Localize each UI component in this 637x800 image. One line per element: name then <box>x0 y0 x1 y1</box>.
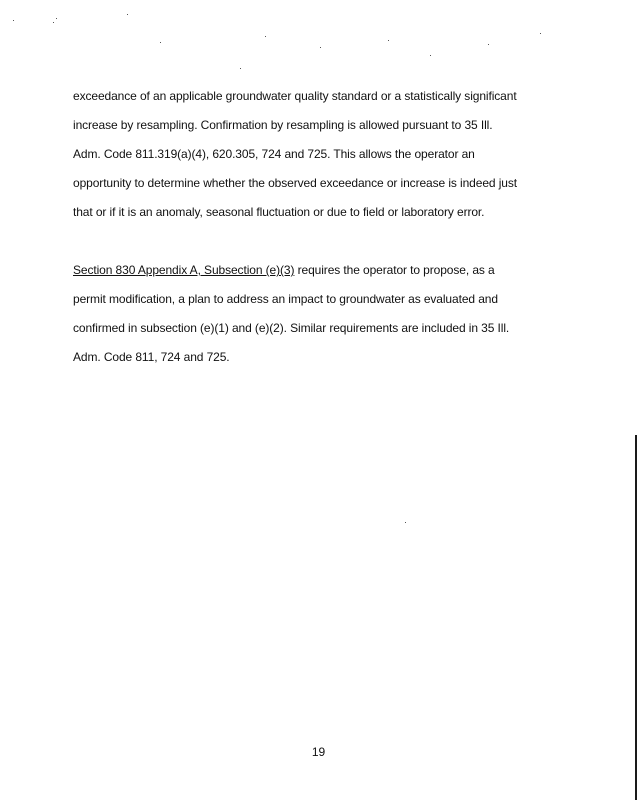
scan-speck <box>430 55 431 56</box>
paragraph-line: opportunity to determine whether the observed exceedance or increase is indeed just <box>73 176 517 190</box>
paragraph-line: Adm. Code 811, 724 and 725. <box>73 350 230 364</box>
scan-speck <box>388 40 389 41</box>
scan-speck <box>127 14 128 15</box>
scan-speck <box>488 44 489 45</box>
paragraph-line: that or if it is an anomaly, seasonal fluctuation or due to field or laboratory error. <box>73 205 485 219</box>
scan-speck <box>160 42 161 43</box>
scan-speck <box>53 22 54 23</box>
paragraph-line: permit modification, a plan to address an impact to groundwater as evaluated and <box>73 292 498 306</box>
section-reference-heading: Section 830 Appendix A, Subsection (e)(3) <box>73 263 295 277</box>
scan-speck <box>540 33 541 34</box>
paragraph-line: increase by resampling. Confirmation by resampling is allowed pursuant to 35 Ill. <box>73 118 493 132</box>
paragraph-appendix-a-subsection <box>73 256 573 372</box>
paragraph-line: confirmed in subsection (e)(1) and (e)(2). Similar requirements are included in 35 Ill. <box>73 321 510 335</box>
scan-speck <box>56 18 57 19</box>
scan-speck <box>13 20 14 21</box>
scan-speck <box>265 36 266 37</box>
scan-speck <box>405 522 406 523</box>
paragraph-line: exceedance of an applicable groundwater quality standard or a statistically significant <box>73 89 517 103</box>
paragraph-confirmation-by-resampling <box>73 82 573 227</box>
scan-speck <box>240 68 241 69</box>
page-number: 19 <box>311 745 326 759</box>
paragraph-line <box>73 256 573 285</box>
paragraph-line-rest: requires the operator to propose, as a <box>294 263 495 277</box>
paragraph-line: Adm. Code 811.319(a)(4), 620.305, 724 and 725. This allows the operator an <box>73 147 475 161</box>
scan-speck <box>320 47 321 48</box>
